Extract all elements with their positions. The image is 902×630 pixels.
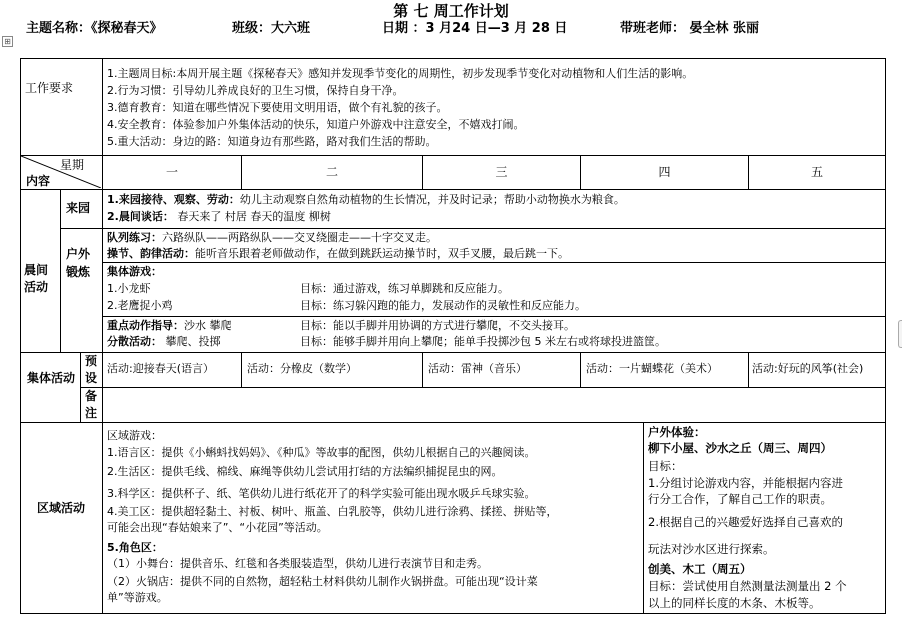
table-move-handle-icon[interactable]: ⊞ xyxy=(2,36,13,47)
outdoor-experience-line: 创美、木工（周五） xyxy=(648,562,752,576)
day-header-thu: 四 xyxy=(658,165,671,179)
requirement-line: 5.重大活动：身边的路：知道身边有那些路，路对我们生活的帮助。 xyxy=(107,135,437,148)
group-game-2-goal: 目标：练习躲闪跑的能力，发展动作的灵敏性和反应能力。 xyxy=(300,299,586,312)
requirement-line: 2.行为习惯：引导幼儿养成良好的卫生习惯，保持自身干净。 xyxy=(107,84,404,97)
area-game-line: （2）火锅店：提供不同的自然物，超轻粘土材料供幼儿制作火锅拼盘。可能出现“设计菜 xyxy=(107,575,538,588)
week-header-label: 星期 xyxy=(60,158,85,172)
day-header-mon: 一 xyxy=(165,165,178,179)
activity-thu: 活动：一片蝴蝶花（美术） xyxy=(586,362,718,375)
area-game-line: 2.生活区：提供毛线、棉线、麻绳等供幼儿尝试用打结的方法编织捕捉昆虫的网。 xyxy=(107,465,503,478)
date-range: 日期 ：3 月24 日—3 月 28 日 xyxy=(382,21,568,36)
group-game-1-goal: 目标：通过游戏，练习单脚跳和反应能力。 xyxy=(300,282,509,295)
area-activities-label: 区域活动 xyxy=(36,501,85,515)
area-game-line: 1.语言区：提供《小蝌蚪找妈妈》、《种瓜》等故事的配图，供幼儿根据自己的兴趣阅读。 xyxy=(107,446,536,459)
free-activity-goal: 目标：能够手脚并用向上攀爬；能单手投掷沙包 5 米左右或将球投进篮筐。 xyxy=(300,335,666,348)
preset-label: 预设 xyxy=(84,354,97,385)
requirements-label: 工作要求 xyxy=(25,81,74,95)
activity-mon: 活动:迎接春天(语言） xyxy=(107,362,214,375)
outdoor-experience-line: 以上的同样长度的木条、木板等。 xyxy=(648,596,821,610)
exercise-routine: 操节、韵律活动：能听音乐跟着老师做动作，在做到跳跃运动操节时，双手叉腰，最后跳一下。 xyxy=(107,247,569,260)
requirement-line: 4.安全教育：体验参加户外集体活动的快乐，知道户外游戏中注意安全，不嬉戏打闹。 xyxy=(107,118,525,131)
outdoor-experience-line: 1.分组讨论游戏内容，并能根据内容进 xyxy=(648,476,843,490)
day-header-tue: 二 xyxy=(325,165,338,179)
activity-fri: 活动:好玩的风筝(社会) xyxy=(752,362,864,375)
group-game-1: 1.小龙虾 xyxy=(107,282,151,295)
arrival-label: 来园 xyxy=(66,201,91,215)
content-header-label: 内容 xyxy=(26,174,51,188)
key-movement-goal: 目标：能以手脚并用协调的方式进行攀爬，不交头接耳。 xyxy=(300,319,575,332)
outdoor-experience-line: 柳下小屋、沙水之丘（周三、周四） xyxy=(648,441,832,455)
collective-activities-label: 集体活动 xyxy=(26,371,75,385)
class-name: 班级：大六班 xyxy=(232,21,311,36)
group-game-2: 2.老鹰捉小鸡 xyxy=(107,299,173,312)
area-game-line: 区域游戏： xyxy=(107,429,162,442)
area-game-line: 单”等游戏。 xyxy=(107,591,168,604)
area-game-line: 5.角色区： xyxy=(107,541,163,554)
day-header-wed: 三 xyxy=(495,165,508,179)
notes-label: 备注 xyxy=(84,389,97,420)
page-title: 第 七 周工作计划 xyxy=(393,2,509,20)
outdoor-experience-line: 2.根据自己的兴趣爱好选择自己喜欢的 xyxy=(648,515,843,529)
activity-wed: 活动：雷神（音乐） xyxy=(428,362,527,375)
arrival-item-2: 2.晨间谈话： 春天来了 村居 春天的温度 柳树 xyxy=(107,210,331,223)
outdoor-exercise-label: 户外锻炼 xyxy=(66,247,91,279)
outdoor-experience-line: 目标： xyxy=(648,459,683,473)
group-games-title: 集体游戏： xyxy=(107,265,162,278)
activity-tue: 活动：分橡皮（数学） xyxy=(247,362,357,375)
teachers: 带班老师： 晏全林 张丽 xyxy=(620,21,760,36)
requirement-line: 3.德育教育：知道在哪些情况下要使用文明用语，做个有礼貌的孩子。 xyxy=(107,101,448,114)
scroll-handle[interactable] xyxy=(898,320,902,348)
area-game-line: 3.科学区：提供杯子、纸、笔供幼儿进行纸花开了的科学实验可能出现水吸乒乓球实验。 xyxy=(107,487,536,500)
free-activity: 分散活动： 攀爬、投掷 xyxy=(107,335,221,348)
day-header-fri: 五 xyxy=(810,165,823,179)
area-game-line: 可能会出现“春姑娘来了”、“小花园”等活动。 xyxy=(107,521,328,534)
outdoor-experience-line: 玩法对沙水区进行探索。 xyxy=(648,542,775,556)
theme-name: 主题名称：《探秘春天》 xyxy=(26,21,163,36)
requirement-line: 1.主题周目标:本周开展主题《探秘春天》感知并发现季节变化的周期性，初步发现季节变化对动植物和人们生活的影响。 xyxy=(107,67,694,80)
outdoor-experience-line: 目标：尝试使用自然测量法测量出 2 个 xyxy=(648,579,847,593)
arrival-item-1: 1.来园接待、观察、劳动：幼儿主动观察自然角动植物的生长情况，并及时记录；帮助小动物换水为粮食。 xyxy=(107,193,625,206)
outdoor-experience-line: 户外体验： xyxy=(648,425,706,439)
outdoor-experience-line: 行分工合作，了解自己工作的职责。 xyxy=(648,492,832,506)
morning-activities-label: 晨间活动 xyxy=(24,263,49,294)
queue-practice: 队列练习：六路纵队——两路纵队——交叉绕圈走——十字交叉走。 xyxy=(107,231,437,244)
area-game-line: （1）小舞台：提供音乐、红毯和各类服装造型，供幼儿进行表演节目和走秀。 xyxy=(107,557,488,570)
area-game-line: 4.美工区：提供超轻黏土、衬板、树叶、瓶盖、白乳胶等，供幼儿进行涂鸦、揉搓、拼贴等， xyxy=(107,505,558,518)
key-movement: 重点动作指导：沙水 攀爬 xyxy=(107,319,232,332)
